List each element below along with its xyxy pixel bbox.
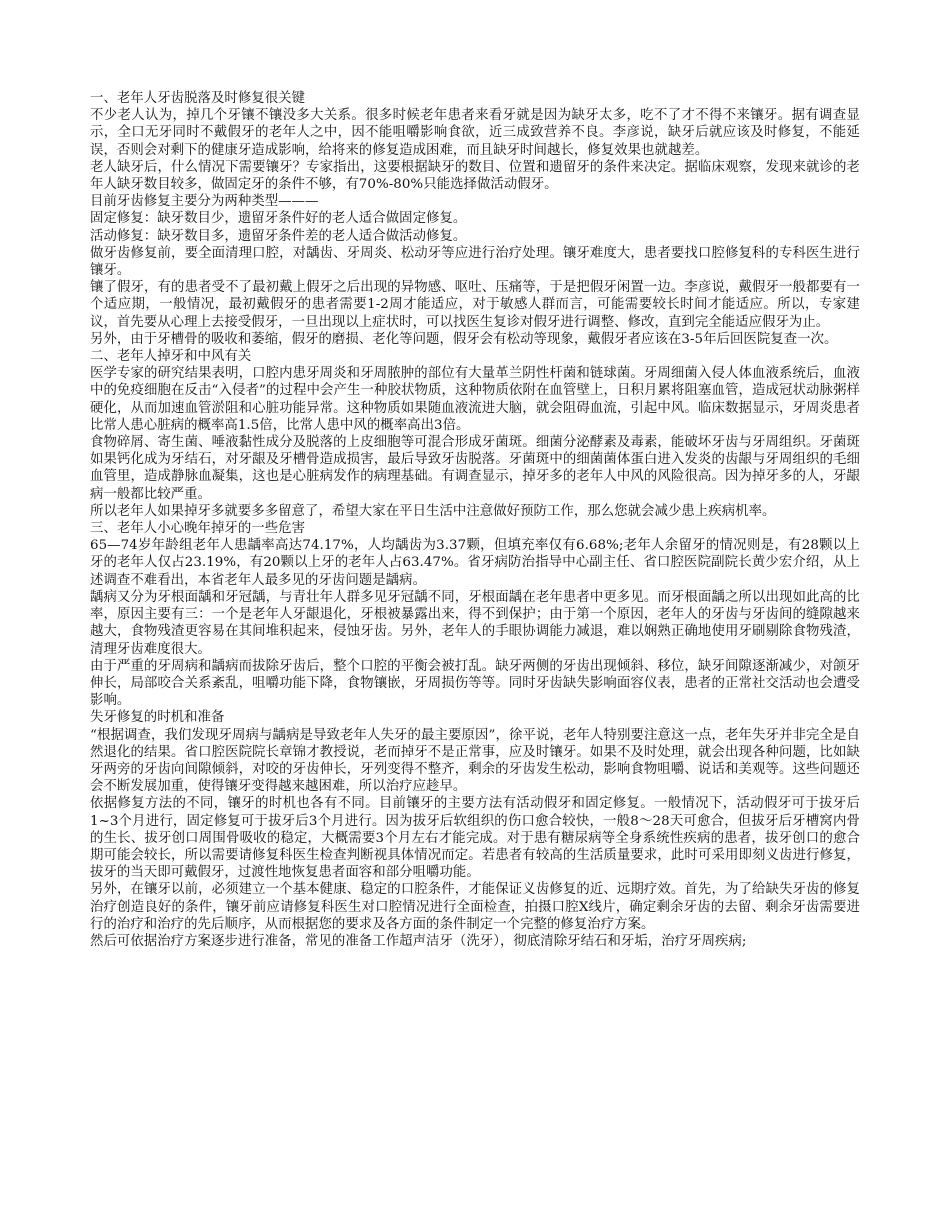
- document-body: [90, 90, 860, 950]
- paragraph: 65—74岁年龄组老年人患龋率高达74.17%，人均龋齿为3.37颗，但填充率仅有6.68%;老年人余留牙的情况则是，有28颗以上牙的老年人仅占23.19%，有20颗以上牙的老年人占63.47%。省牙病防治指导中心副主任、省口腔医院副院长黄少宏介绍，从上述调查不难看出，本省老年人最多见的牙齿问题是龋病。: [90, 538, 860, 588]
- paragraph: 目前牙齿修复主要分为两种类型———: [90, 194, 319, 210]
- paragraph: 依据修复方法的不同，镶牙的时机也各有不同。目前镶牙的主要方法有活动假牙和固定修复。一般情况下，活动假牙可于拔牙后1~3个月进行，固定修复可于拔牙后3个月进行。因为拔牙后软组织的伤口愈合较快，一般8～28天可愈合，但拔牙后牙槽窝内骨的生长、拔牙创口周围骨吸收的稳定，大概需要3个月左右才能完成。对于患有糖尿病等全身系统性疾病的患者，拔牙创口的愈合期可能会较长，所以需要请修复科医生检查判断视具体情况而定。若患者有较高的生活质量要求，此时可采用即刻义齿进行修复，拔牙的当天即可戴假牙，过渡性地恢复患者面容和部分咀嚼功能。: [90, 796, 860, 881]
- section-heading-2: 二、老年人掉牙和中风有关: [90, 349, 252, 365]
- paragraph: 活动修复：缺牙数目多，遗留牙条件差的老人适合做活动修复。: [90, 228, 467, 244]
- subsection-heading: 失牙修复的时机和准备: [90, 710, 225, 726]
- paragraph: 所以老年人如果掉牙多就要多多留意了，希望大家在平日生活中注意做好预防工作，那么您就会减少患上疾病机率。: [90, 503, 776, 519]
- paragraph: 另外，在镶牙以前，必须建立一个基本健康、稳定的口腔条件，才能保证义齿修复的近、远期疗效。首先，为了给缺失牙齿的修复治疗创造良好的条件，镶牙前应请修复科医生对口腔情况进行全面检查，拍摄口腔X线片，确定剩余牙齿的去留、剩余牙齿需要进行的治疗和治疗的先后顺序，从而根据您的要求及各方面的条件制定一个完整的修复治疗方案。: [90, 882, 860, 932]
- section-heading-1: 一、老年人牙齿脱落及时修复很关键: [90, 91, 306, 106]
- paragraph: 医学专家的研究结果表明，口腔内患牙周炎和牙周脓肿的部位有大量革兰阴性杆菌和链球菌。牙周细菌入侵人体血液系统后，血液中的免疫细胞在反击“入侵者”的过程中会产生一种胶状物质，这种物质依附在血管壁上，日积月累将阻塞血管，造成冠状动脉粥样硬化，从而加速血管淤阻和心脏功能异常。这种物质如果随血液流进大脑，就会阻碍血流，引起中风。临床数据显示，牙周炎患者比常人患心脏病的概率高1.5倍，比常人患中风的概率高出3倍。: [90, 366, 860, 433]
- section-heading-3: 三、老年人小心晚年掉牙的一些危害: [90, 521, 306, 537]
- paragraph: 老人缺牙后，什么情况下需要镶牙？专家指出，这要根据缺牙的数目、位置和遗留牙的条件来决定。据临床观察，发现来就诊的老年人缺牙数目较多，做固定牙的条件不够，有70%-80%只能选择做活动假牙。: [90, 159, 860, 193]
- paragraph: 另外，由于牙槽骨的吸收和萎缩，假牙的磨损、老化等问题，假牙会有松动等现象，戴假牙者应该在3-5年后回医院复查一次。: [90, 331, 838, 347]
- paragraph: 固定修复：缺牙数目少，遗留牙条件好的老人适合做固定修复。: [90, 211, 467, 227]
- paragraph: 镶了假牙，有的患者受不了最初戴上假牙之后出现的异物感、呕吐、压痛等，于是把假牙闲置一边。李彦说，戴假牙一般都要有一个适应期，一般情况，最初戴假牙的患者需要1-2周才能适应，对于敏感人群而言，可能需要较长时间才能适应。所以，专家建议，首先要从心理上去接受假牙，一旦出现以上症状时，可以找医生复诊对假牙进行调整、修改，直到完全能适应假牙为止。: [90, 280, 860, 330]
- paragraph: 不少老人认为，掉几个牙镶不镶没多大关系。很多时候老年患者来看牙就是因为缺牙太多，吃不了才不得不来镶牙。据有调查显示，全口无牙同时不戴假牙的老年人之中，因不能咀嚼影响食欲，近三成致营养不良。李彦说，缺牙后就应该及时修复，不能延误，否则会对剩下的健康牙造成影响，给将来的修复造成困难，而且缺牙时间越长，修复效果也就越差。: [90, 108, 860, 158]
- paragraph: 龋病又分为牙根面龋和牙冠龋，与青壮年人群多见牙冠龋不同，牙根面龋在老年患者中更多见。而牙根面龋之所以出现如此高的比率，原因主要有三：一个是老年人牙龈退化，牙根被暴露出来，得不到保护；由于第一个原因，老年人的牙齿与牙齿间的缝隙越来越大，食物残渣更容易在其间堆积起来，侵蚀牙齿。另外，老年人的手眼协调能力减退，难以娴熟正确地使用牙刷剔除食物残渣，清理牙齿难度很大。: [90, 589, 860, 657]
- paragraph: 做牙齿修复前，要全面清理口腔，对龋齿、牙周炎、松动牙等应进行治疗处理。镶牙难度大，患者要找口腔修复科的专科医生进行镶牙。: [90, 245, 860, 279]
- paragraph: “根据调查，我们发现牙周病与龋病是导致老年人失牙的最主要原因”，徐平说，老年人特别要注意这一点，老年失牙并非完全是自然退化的结果。省口腔医院院长章锦才教授说，老而掉牙不是正常事，应及时镶牙。如果不及时处理，就会出现各种问题，比如缺牙两旁的牙齿向间隙倾斜，对咬的牙齿伸长，牙列变得不整齐，剩余的牙齿发生松动，影响食物咀嚼、说话和美观等。这些问题还会不断发展加重，使得镶牙变得越来越困难，所以治疗应趁早。: [90, 727, 860, 795]
- paragraph: 然后可依据治疗方案逐步进行准备，常见的准备工作超声洁牙（洗牙），彻底清除牙结石和牙垢，治疗牙周疾病;: [90, 933, 747, 949]
- paragraph: 食物碎屑、寄生菌、唾液黏性成分及脱落的上皮细胞等可混合形成牙菌斑。细菌分泌酵素及毒素，能破坏牙齿与牙周组织。牙菌斑如果钙化成为牙结石，对牙龈及牙槽骨造成损害，最后导致牙齿脱落。牙菌斑中的细菌菌体蛋白进入发炎的齿龈与牙周组织的毛细血管里，造成静脉血凝集，这也是心脏病发作的病理基础。有调查显示，掉牙多的老年人中风的风险很高。因为掉牙多的人，牙龈病一般都比较严重。: [90, 435, 860, 502]
- paragraph: 由于严重的牙周病和龋病而拔除牙齿后，整个口腔的平衡会被打乱。缺牙两侧的牙齿出现倾斜、移位，缺牙间隙逐渐减少，对颌牙伸长，局部咬合关系紊乱，咀嚼功能下降，食物镶嵌，牙周损伤等等。同时牙齿缺失影响面容仪表，患者的正常社交活动也会遭受影响。: [90, 658, 860, 709]
